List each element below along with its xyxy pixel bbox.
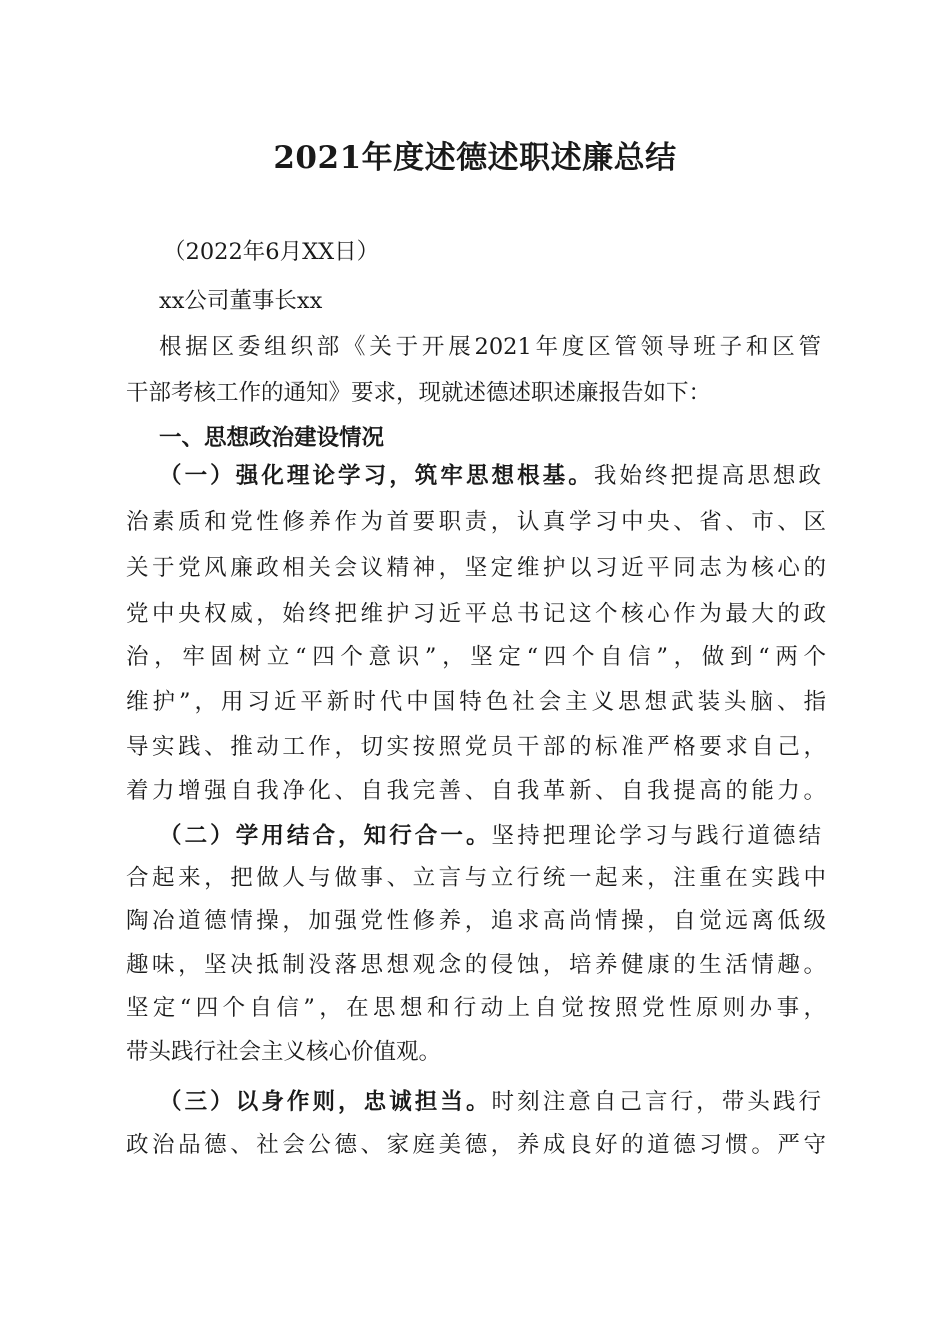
para3-line-2: 政治品德、社会公德、家庭美德，养成良好的道德习惯。严守 [126, 1132, 826, 1158]
para1-line-4: 党中央权威，始终把维护习近平总书记这个核心作为最大的政 [126, 601, 826, 627]
para3-line-1 [159, 1086, 821, 1118]
document-date: （2022年6月XX日） [163, 239, 380, 265]
para2-line-2: 合起来，把做人与做事、立言与立行统一起来，注重在实践中 [126, 865, 826, 891]
para2-first-rest: 坚持把理论学习与践行道德结 [491, 823, 821, 849]
para1-line-8: 着力增强自我净化、自我完善、自我革新、自我提高的能力。 [126, 778, 826, 804]
para1-line-2: 治素质和党性修养作为首要职责，认真学习中央、省、市、区 [126, 509, 826, 535]
document-title: 2021年度述德述职述廉总结 [273, 140, 677, 176]
para1-line-7: 导实践、推动工作，切实按照党员干部的标准严格要求自己， [126, 734, 826, 760]
para2-lead: （二）学用结合，知行合一。 [159, 823, 492, 849]
para1-line-3: 关于党风廉政相关会议精神，坚定维护以习近平同志为核心的 [126, 555, 826, 581]
para2-line-5: 坚定“四个自信”，在思想和行动上自觉按照党性原则办事， [126, 995, 826, 1021]
para2-line-6: 带头践行社会主义核心价值观。 [126, 1039, 442, 1065]
para3-lead: （三）以身作则，忠诚担当。 [159, 1089, 492, 1115]
para1-first-rest: 我始终把提高思想政 [593, 463, 821, 489]
section-heading-text: 一、思想政治建设情况 [159, 425, 385, 451]
para1-lead: （一）强化理论学习，筑牢思想根基。 [159, 463, 594, 489]
para1-line-6: 维护”，用习近平新时代中国特色社会主义思想武装头脑、指 [126, 689, 826, 715]
intro-line-2: 干部考核工作的通知》要求，现就述德述职述廉报告如下： [126, 380, 712, 406]
para2-line-3: 陶冶道德情操，加强党性修养，追求高尚情操，自觉远离低级 [126, 908, 826, 934]
para1-line-5: 治，牢固树立“四个意识”，坚定“四个自信”，做到“两个 [126, 644, 826, 670]
section-heading [159, 422, 859, 454]
intro-line-1: 根据区委组织部《关于开展2021年度区管领导班子和区管 [159, 334, 821, 360]
para2-line-4: 趣味，坚决抵制没落思想观念的侵蚀，培养健康的生活情趣。 [126, 952, 826, 978]
para2-line-1 [159, 820, 821, 852]
document-author: xx公司董事长xx [159, 288, 323, 314]
para3-first-rest: 时刻注意自己言行，带头践行 [491, 1089, 821, 1115]
para1-line-1 [159, 460, 821, 492]
